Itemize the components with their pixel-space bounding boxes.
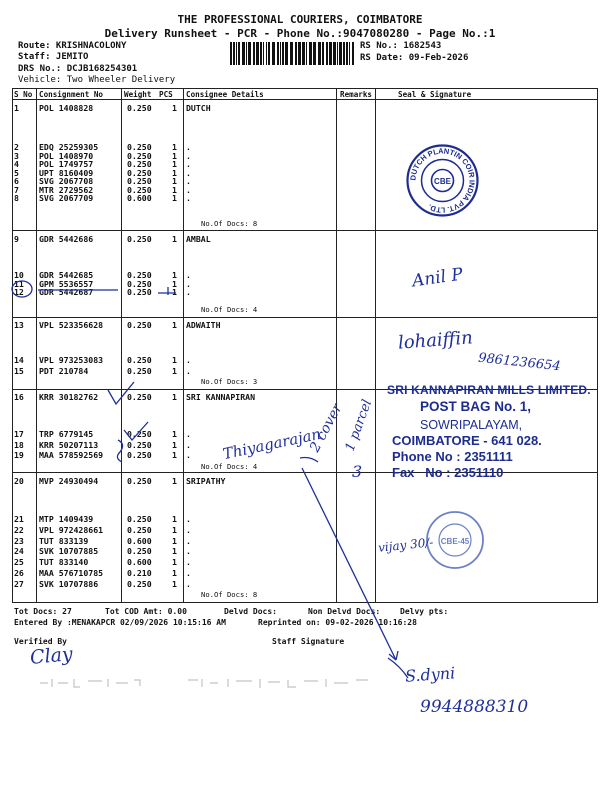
consignment-no-cell: GDR 5442687 xyxy=(39,287,94,297)
staff-signature-label: Staff Signature xyxy=(272,637,345,646)
weight-cell: 0.250 xyxy=(127,476,152,486)
sno-cell: 21 xyxy=(14,514,24,524)
group-doc-count: No.Of Docs: 8 xyxy=(201,219,258,228)
consignee-marker-cell: . xyxy=(186,278,191,289)
consignee-name: AMBAL xyxy=(186,234,211,244)
consignee-name: DUTCH xyxy=(186,103,211,113)
consignment-no-cell: SVG 2067709 xyxy=(39,193,94,203)
ambal-signature: Anil P xyxy=(410,264,465,292)
weight-cell: 0.600 xyxy=(127,193,152,203)
route-label: Route: KRISHNACOLONY xyxy=(18,41,127,51)
col-header-consignment: Consignment No xyxy=(39,90,104,99)
row-11-circle-mark xyxy=(12,278,32,297)
pcs-cell: 1 xyxy=(172,193,177,203)
sno-cell: 1 xyxy=(14,103,19,113)
consignee-marker-cell: . xyxy=(186,568,191,578)
pcs-cell: 1 xyxy=(172,234,177,244)
consignment-no-cell: KRR 50207113 xyxy=(39,439,99,450)
weight-cell: 0.250 xyxy=(127,355,152,365)
sripathy-signature: vijay 30/- xyxy=(377,535,435,555)
consignee-marker-cell: . xyxy=(186,365,191,376)
pcs-cell: 1 xyxy=(172,142,177,152)
consignment-no-cell: SVG 2067708 xyxy=(39,176,94,186)
consignment-no-cell: VPL 972428661 xyxy=(39,524,104,535)
pcs-cell: 1 xyxy=(172,514,177,524)
consignment-no-cell: EDQ 25259305 xyxy=(39,142,99,152)
sno-cell: 6 xyxy=(14,176,19,186)
verified-by-label: Verified By xyxy=(14,637,67,646)
weight-cell: 0.250 xyxy=(127,270,152,280)
pcs-cell: 1 xyxy=(172,476,177,486)
group-doc-count: No.Of Docs: 3 xyxy=(201,377,258,386)
staff-handwritten-phone: 9944888310 xyxy=(420,697,529,717)
consignee-marker-cell: . xyxy=(186,287,191,297)
weight-cell: 0.250 xyxy=(127,320,152,330)
sno-cell: 15 xyxy=(14,365,24,376)
group-doc-count: No.Of Docs: 4 xyxy=(201,462,258,471)
rows-18-19-bracket-mark xyxy=(117,440,122,462)
pcs-cell: 1 xyxy=(172,365,177,376)
runsheet-subtitle: Delivery Runsheet - PCR - Phone No.:9047080280 - Page No.:1 xyxy=(104,27,496,40)
consignee-marker-cell: . xyxy=(186,184,191,195)
consignee-marker-cell: . xyxy=(186,578,191,589)
pcs-cell: 1 xyxy=(172,176,177,186)
pcs-cell: 1 xyxy=(172,103,177,113)
pcs-cell: 1 xyxy=(172,184,177,195)
sno-cell: 16 xyxy=(14,392,24,402)
weight-cell: 0.210 xyxy=(127,568,152,578)
consignment-no-cell: VPL 973253083 xyxy=(39,355,104,365)
weight-cell: 0.250 xyxy=(127,429,152,439)
sno-cell: 3 xyxy=(14,150,19,161)
delivery-arrow-line xyxy=(302,468,396,660)
consignee-marker-cell: . xyxy=(186,355,191,365)
weight-cell: 0.600 xyxy=(127,535,152,546)
entered-by: Entered By :MENAKAPCR 02/09/2026 10:15:16 AM xyxy=(14,618,226,627)
sno-cell: 23 xyxy=(14,535,24,546)
weight-cell: 0.250 xyxy=(127,578,152,589)
consignee-marker-cell: . xyxy=(186,546,191,557)
consignee-marker-cell: . xyxy=(186,150,191,161)
consignee-marker-cell: . xyxy=(186,450,191,460)
sno-cell: 2 xyxy=(14,142,19,152)
consignee-marker-cell: . xyxy=(186,429,191,439)
weight-cell: 0.250 xyxy=(127,103,152,113)
sno-cell: 27 xyxy=(14,578,24,589)
sno-cell: 18 xyxy=(14,439,24,450)
consignee-marker-cell: . xyxy=(186,270,191,280)
consignee-name: SRI KANNAPIRAN xyxy=(186,392,256,402)
group-doc-count: No.Of Docs: 4 xyxy=(201,305,258,314)
sno-cell: 10 xyxy=(14,270,24,280)
weight-cell: 0.250 xyxy=(127,167,152,178)
consignment-no-cell: MTR 2729562 xyxy=(39,184,94,195)
weight-cell: 0.250 xyxy=(127,524,152,535)
col-header-pcs: PCS xyxy=(159,90,173,99)
sno-cell: 14 xyxy=(14,355,24,365)
sno-cell: 19 xyxy=(14,450,24,460)
sno-cell: 5 xyxy=(14,167,19,178)
weight-cell: 0.250 xyxy=(127,150,152,161)
non-delivered-docs: Non Delvd Docs: xyxy=(308,607,381,616)
weight-cell: 0.250 xyxy=(127,450,152,460)
delivery-points: Delvy pts: xyxy=(400,607,449,616)
consignee-marker-cell: . xyxy=(186,514,191,524)
consignment-no-cell: SVK 10707885 xyxy=(39,546,99,557)
adwaith-phone: 9861236654 xyxy=(477,350,562,375)
dutch-stamp-center: CBE xyxy=(434,177,451,186)
group-doc-count: No.Of Docs: 8 xyxy=(201,590,258,599)
adwaith-signature: lohaiffin xyxy=(397,327,474,354)
pcs-cell: 1 xyxy=(172,150,177,161)
company-title: THE PROFESSIONAL COURIERS, COIMBATORE xyxy=(177,13,423,26)
weight-cell: 0.250 xyxy=(127,514,152,524)
consignee-marker-cell: . xyxy=(186,176,191,186)
kannapiran-stamp-city: COIMBATORE - 641 028. xyxy=(392,433,542,448)
pcs-cell: 1 xyxy=(172,270,177,280)
weight-cell: 0.600 xyxy=(127,557,152,568)
row-16-tick-icon xyxy=(108,382,134,404)
pcs-cell: 1 xyxy=(172,568,177,578)
pcs-cell: 1 xyxy=(172,450,177,460)
consignment-no-cell: TUT 833140 xyxy=(39,557,89,568)
consignee-name: ADWAITH xyxy=(186,320,221,330)
kannapiran-stamp-name: SRI KANNAPIRAN MILLS LIMITED. xyxy=(387,383,591,397)
consignee-marker-cell: . xyxy=(186,524,191,535)
drs-number: DRS No.: DCJB168254301 xyxy=(18,64,138,74)
consignee-marker-cell: . xyxy=(186,535,191,546)
total-docs: Tot Docs: 27 xyxy=(14,607,72,616)
rs-number: RS No.: 1682543 xyxy=(360,41,442,51)
pcs-cell: 1 xyxy=(172,524,177,535)
pcs-cell: 1 xyxy=(172,392,177,402)
total-cod: Tot COD Amt: 0.00 xyxy=(105,607,187,616)
consignment-no-cell: POL 1408970 xyxy=(39,150,94,161)
rs-date: RS Date: 09-Feb-2026 xyxy=(360,53,469,63)
kannapiran-stamp-fax: Fax No : 2351110 xyxy=(392,465,504,480)
col-header-sno: S No xyxy=(14,90,33,99)
weight-cell: 0.250 xyxy=(127,184,152,195)
consignee-marker-cell: . xyxy=(186,159,191,169)
sno-cell: 26 xyxy=(14,568,24,578)
row-11-pcs-mark xyxy=(158,287,176,295)
sno-cell: 8 xyxy=(14,193,19,203)
pcs-cell: 1 xyxy=(172,546,177,557)
consignment-no-cell: POL 1408828 xyxy=(39,103,94,113)
staff-handwritten-signature: S.dyni xyxy=(404,663,456,686)
pcs-cell: 1 xyxy=(172,355,177,365)
sno-cell: 4 xyxy=(14,159,19,169)
sno-cell: 22 xyxy=(14,524,24,535)
consignee-marker-cell: . xyxy=(186,167,191,178)
consignment-no-cell: GPM 5536557 xyxy=(39,278,94,289)
consignment-no-cell: PDT 210784 xyxy=(39,365,89,376)
pcs-cell: 1 xyxy=(172,278,177,289)
consignment-no-cell: KRR 30182762 xyxy=(39,392,99,402)
consignment-no-cell: SVK 10707886 xyxy=(39,578,99,589)
pcs-cell: 1 xyxy=(172,287,177,297)
consignment-no-cell: MTP 1409439 xyxy=(39,514,94,524)
reprinted-on: Reprinted on: 09-02-2026 10:16:28 xyxy=(258,618,417,627)
consignment-no-cell: GDR 5442685 xyxy=(39,270,94,280)
delivery-arrow-curve xyxy=(388,658,408,678)
consignment-no-cell: GDR 5442686 xyxy=(39,234,94,244)
consignment-no-cell: TUT 833139 xyxy=(39,535,89,546)
sripathy-stamp-center: CBE-45 xyxy=(440,537,470,546)
consignee-marker-cell: . xyxy=(186,142,191,152)
consignment-no-cell: MVP 24930494 xyxy=(39,476,99,486)
weight-cell: 0.250 xyxy=(127,546,152,557)
sno-cell: 25 xyxy=(14,557,24,568)
consignment-no-cell: UPT 8160409 xyxy=(39,167,94,178)
consignee-name: SRIPATHY xyxy=(186,476,226,486)
weight-cell: 0.250 xyxy=(127,287,152,297)
consignment-no-cell: POL 1749757 xyxy=(39,159,94,169)
sno-cell: 20 xyxy=(14,476,24,486)
staff-label: Staff: JEMITO xyxy=(18,52,89,62)
pcs-cell: 1 xyxy=(172,167,177,178)
sno-cell: 24 xyxy=(14,546,24,557)
weight-cell: 0.250 xyxy=(127,392,152,402)
weight-cell: 0.250 xyxy=(127,278,152,289)
sno-cell: 7 xyxy=(14,184,19,195)
weight-cell: 0.250 xyxy=(127,142,152,152)
col-header-seal: Seal & Signature xyxy=(398,90,472,99)
kannapiran-count: 3 xyxy=(352,462,363,481)
pcs-cell: 1 xyxy=(172,159,177,169)
kannapiran-stamp-area: SOWRIPALAYAM, xyxy=(420,418,523,432)
pcs-cell: 1 xyxy=(172,535,177,546)
consignment-no-cell: TRP 6779145 xyxy=(39,429,94,439)
col-header-weight: Weight xyxy=(124,90,152,99)
row-17-tick-icon xyxy=(124,422,148,440)
delivered-docs: Delvd Docs: xyxy=(224,607,277,616)
weight-cell: 0.250 xyxy=(127,439,152,450)
sno-cell: 9 xyxy=(14,234,19,244)
pcs-cell: 1 xyxy=(172,439,177,450)
sno-cell: 13 xyxy=(14,320,24,330)
pcs-cell: 1 xyxy=(172,320,177,330)
verified-signature: Clay xyxy=(29,643,74,669)
consignment-no-cell: MAA 576710785 xyxy=(39,568,104,578)
pcs-cell: 1 xyxy=(172,557,177,568)
weight-cell: 0.250 xyxy=(127,176,152,186)
pcs-cell: 1 xyxy=(172,578,177,589)
pcs-cell: 1 xyxy=(172,429,177,439)
sno-cell: 12 xyxy=(14,287,24,297)
sno-cell: 11 xyxy=(14,278,24,289)
col-header-consignee: Consignee Details xyxy=(186,90,264,99)
weight-cell: 0.250 xyxy=(127,365,152,376)
col-header-remarks: Remarks xyxy=(340,90,373,99)
weight-cell: 0.250 xyxy=(127,159,152,169)
consignee-marker-cell: . xyxy=(186,439,191,450)
consignment-no-cell: MAA 578592569 xyxy=(39,450,104,460)
dutch-stamp-ring-text: DUTCH PLANTIN COIR INDIA PVT. LTD. xyxy=(408,146,477,215)
cover-bracket-mark xyxy=(300,458,318,463)
consignee-marker-cell: . xyxy=(186,193,191,203)
weight-cell: 0.250 xyxy=(127,234,152,244)
consignee-marker-cell: . xyxy=(186,557,191,568)
kannapiran-receiver-name: Thiyagarajan xyxy=(221,424,323,464)
sno-cell: 17 xyxy=(14,429,24,439)
kannapiran-cover-note: 2 cover xyxy=(306,401,346,455)
consignment-no-cell: VPL 523356628 xyxy=(39,320,104,330)
kannapiran-parcel-note: 1 parcel xyxy=(342,397,376,454)
kannapiran-stamp-phone: Phone No : 2351111 xyxy=(392,449,513,464)
kannapiran-stamp-postbag: POST BAG No. 1, xyxy=(420,399,532,414)
vehicle-label: Vehicle: Two Wheeler Delivery xyxy=(18,75,176,85)
